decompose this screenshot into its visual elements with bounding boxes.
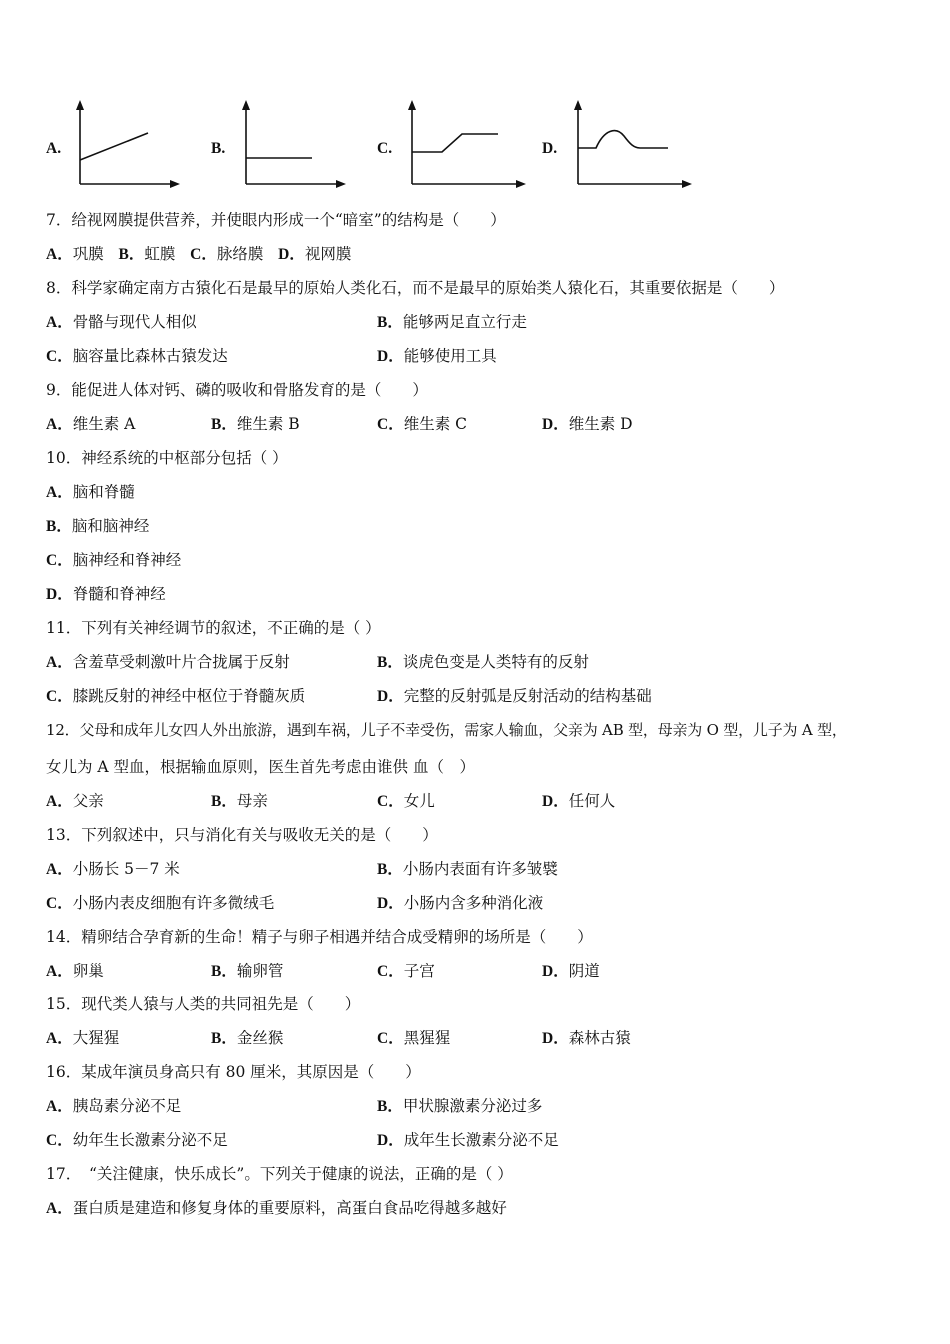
q10-stem: 10．神经系统的中枢部分包括（ ） bbox=[46, 449, 288, 467]
graph-label-c: C. bbox=[377, 140, 393, 157]
q16-option-d[interactable]: D．成年生长激素分泌不足 bbox=[377, 1131, 559, 1149]
q12-option-d[interactable]: D．任何人 bbox=[542, 792, 616, 810]
q13-option-d[interactable]: D．小肠内含多种消化液 bbox=[377, 894, 544, 912]
q14-option-c[interactable]: C．子宫 bbox=[377, 962, 435, 980]
q10-option-d[interactable]: D．脊髓和脊神经 bbox=[46, 585, 166, 603]
q15-option-c[interactable]: C．黑猩猩 bbox=[377, 1029, 451, 1047]
q8-option-a[interactable]: A．骨骼与现代人相似 bbox=[46, 313, 197, 331]
q16-option-c[interactable]: C．幼年生长激素分泌不足 bbox=[46, 1131, 228, 1149]
q7-option-c[interactable]: 脉络膜 bbox=[216, 245, 264, 263]
q8-option-b[interactable]: B．能够两足直立行走 bbox=[377, 313, 527, 331]
q13-option-b[interactable]: B．小肠内表面有许多皱襞 bbox=[377, 860, 558, 878]
q9-option-c[interactable]: C．维生素 C bbox=[377, 415, 467, 433]
q13-option-c[interactable]: C．小肠内表皮细胞有许多微绒毛 bbox=[46, 894, 275, 912]
graph-d-peak-then-flat bbox=[568, 98, 692, 190]
q13-option-a[interactable]: A．小肠长 5－7 米 bbox=[46, 860, 180, 878]
q9-option-b[interactable]: B．维生素 B bbox=[211, 415, 300, 433]
q15-option-a[interactable]: A．大猩猩 bbox=[46, 1029, 120, 1047]
q15-option-d[interactable]: D．森林古猿 bbox=[542, 1029, 631, 1047]
q14-option-b[interactable]: B．输卵管 bbox=[211, 962, 284, 980]
q9-option-a[interactable]: A．维生素 A bbox=[46, 415, 136, 433]
q8-option-d[interactable]: D．能够使用工具 bbox=[377, 347, 497, 365]
q8-option-c[interactable]: C．脑容量比森林古猿发达 bbox=[46, 347, 228, 365]
q10-option-a[interactable]: A．脑和脊髓 bbox=[46, 483, 135, 501]
q16-stem: 16．某成年演员身高只有 80 厘米，其原因是（ ） bbox=[46, 1063, 421, 1081]
q11-option-b[interactable]: B．谈虎色变是人类特有的反射 bbox=[377, 653, 589, 671]
graph-label-b: B. bbox=[211, 140, 226, 157]
q16-option-a[interactable]: A．胰岛素分泌不足 bbox=[46, 1097, 182, 1115]
q14-option-d[interactable]: D．阴道 bbox=[542, 962, 600, 980]
q9-option-d[interactable]: D．维生素 D bbox=[542, 415, 633, 433]
q12-option-b[interactable]: B．母亲 bbox=[211, 792, 268, 810]
q13-stem: 13．下列叙述中，只与消化有关与吸收无关的是（ ） bbox=[46, 826, 438, 844]
q15-option-b[interactable]: B．金丝猴 bbox=[211, 1029, 284, 1047]
q11-option-d[interactable]: D．完整的反射弧是反射活动的结构基础 bbox=[377, 687, 652, 705]
q7-option-a[interactable]: 巩膜 bbox=[72, 245, 104, 263]
q17-stem: 17． “关注健康，快乐成长”。下列关于健康的说法，正确的是（ ） bbox=[46, 1165, 513, 1183]
q12-option-a[interactable]: A．父亲 bbox=[46, 792, 104, 810]
q10-option-c[interactable]: C．脑神经和脊神经 bbox=[46, 551, 182, 569]
graph-b-flat-line bbox=[236, 98, 346, 190]
graph-a-rising-line bbox=[70, 98, 180, 190]
q7-option-b[interactable]: 虹膜 bbox=[144, 245, 176, 263]
graph-label-a: A. bbox=[46, 140, 62, 157]
q8-stem: 8．科学家确定南方古猿化石是最早的原始人类化石，而不是最早的原始类人猿化石，其重要依据是（ ） bbox=[46, 279, 785, 297]
q16-option-b[interactable]: B．甲状腺激素分泌过多 bbox=[377, 1097, 543, 1115]
q7-option-d[interactable]: 视网膜 bbox=[304, 245, 352, 263]
q11-stem: 11．下列有关神经调节的叙述，不正确的是（ ） bbox=[46, 619, 381, 637]
q9-stem: 9．能促进人体对钙、磷的吸收和骨胳发育的是（ ） bbox=[46, 381, 428, 399]
q12-option-c[interactable]: C．女儿 bbox=[377, 792, 435, 810]
graph-label-d: D. bbox=[542, 140, 558, 157]
q12-stem: 12．父母和成年儿女四人外出旅游，遇到车祸，儿子不幸受伤，需家人输血，父亲为 AB 型，母亲为 O 型，儿子为 A 型， bbox=[46, 721, 847, 739]
q12-stem-continued: 女儿为 A 型血，根据输血原则，医生首先考虑由谁供 血（ ） bbox=[46, 758, 475, 776]
graph-c-flat-rise-flat bbox=[402, 98, 526, 190]
q11-option-c[interactable]: C．膝跳反射的神经中枢位于脊髓灰质 bbox=[46, 687, 306, 705]
q7-options: A．巩膜 B．虹膜 C．脉络膜 D．视网膜 bbox=[46, 245, 352, 263]
q17-option-a[interactable]: A．蛋白质是建造和修复身体的重要原料，高蛋白食品吃得越多越好 bbox=[46, 1199, 507, 1217]
q14-option-a[interactable]: A．卵巢 bbox=[46, 962, 104, 980]
q11-option-a[interactable]: A．含羞草受刺激叶片合拢属于反射 bbox=[46, 653, 290, 671]
q7-stem: 7．给视网膜提供营养，并使眼内形成一个“暗室”的结构是（ ） bbox=[46, 211, 506, 229]
q15-stem: 15．现代类人猿与人类的共同祖先是（ ） bbox=[46, 995, 361, 1013]
q10-option-b[interactable]: B．脑和脑神经 bbox=[46, 517, 150, 535]
q14-stem: 14．精卵结合孕育新的生命！精子与卵子相遇并结合成受精卵的场所是（ ） bbox=[46, 928, 593, 946]
